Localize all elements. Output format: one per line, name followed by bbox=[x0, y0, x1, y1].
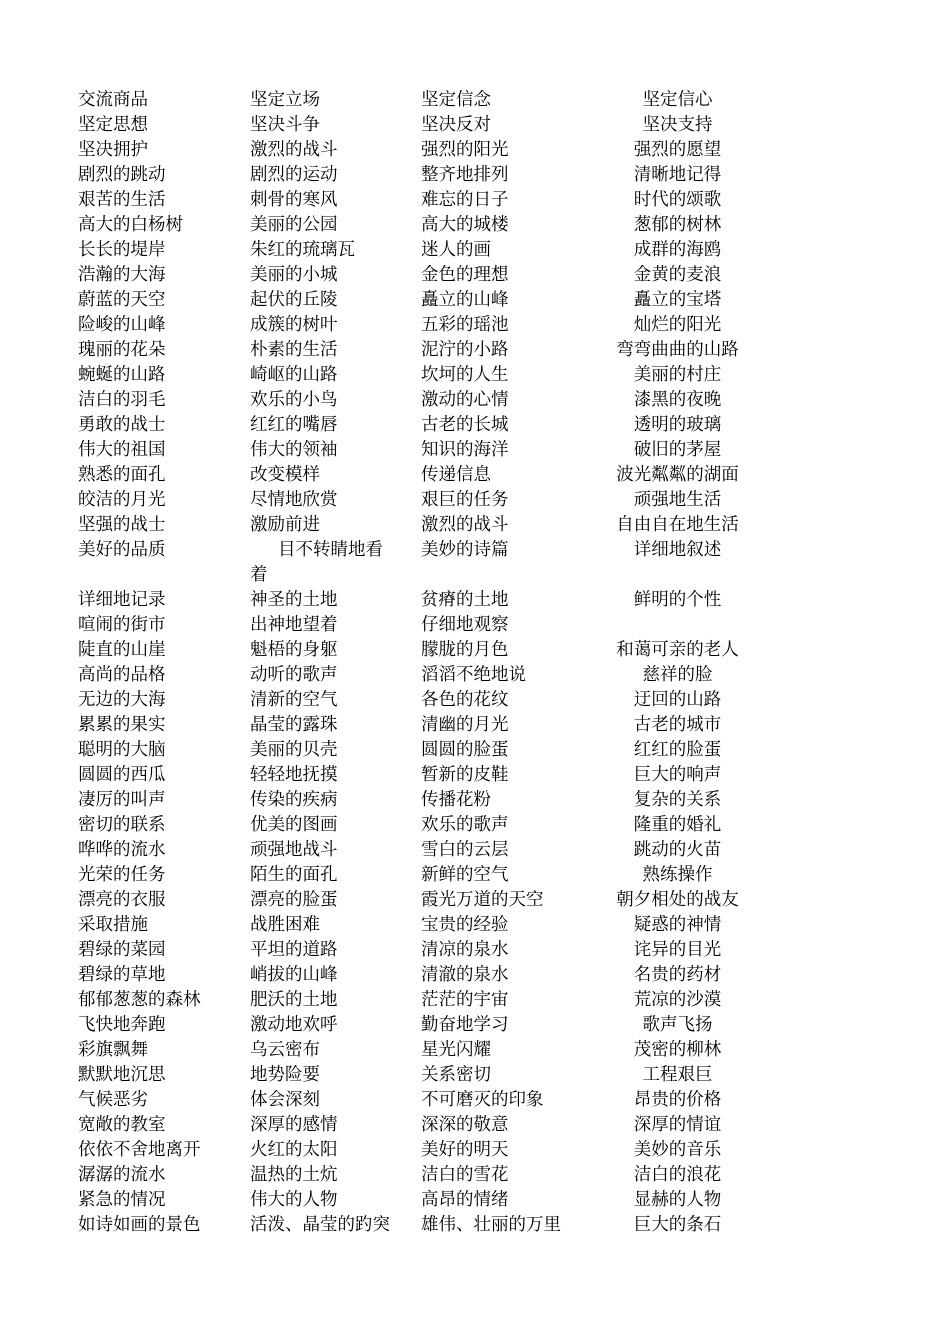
word-cell: 泥泞的小路 bbox=[421, 340, 509, 360]
word-cell: 熟练操作 bbox=[642, 865, 713, 885]
word-cell: 星光闪耀 bbox=[421, 1040, 491, 1060]
word-cell: 陡直的山崖 bbox=[78, 640, 166, 660]
table-row bbox=[78, 713, 758, 738]
word-cell: 灿烂的阳光 bbox=[633, 315, 722, 335]
word-cell: 剧烈的运动 bbox=[250, 165, 338, 185]
word-cell: 哗哗的流水 bbox=[78, 840, 166, 860]
word-cell: 漂亮的衣服 bbox=[78, 890, 166, 910]
word-cell: 详细地叙述 bbox=[633, 540, 722, 560]
word-cell: 气候恶劣 bbox=[78, 1090, 148, 1110]
word-cell: 碧绿的草地 bbox=[78, 965, 166, 985]
word-cell: 鲜明的个性 bbox=[633, 590, 722, 610]
table-row bbox=[78, 588, 758, 613]
table-row bbox=[78, 1213, 758, 1238]
table-row bbox=[78, 513, 758, 538]
word-cell: 美好的品质 bbox=[78, 540, 166, 560]
word-cell: 晶莹的露珠 bbox=[250, 715, 338, 735]
word-cell: 如诗如画的景色 bbox=[78, 1215, 201, 1235]
word-cell: 弯弯曲曲的山路 bbox=[616, 340, 739, 360]
word-cell: 成群的海鸥 bbox=[633, 240, 722, 260]
word-cell: 无边的大海 bbox=[78, 690, 166, 710]
word-cell: 默默地沉思 bbox=[78, 1065, 166, 1085]
word-cell: 陌生的面孔 bbox=[250, 865, 338, 885]
word-cell bbox=[597, 613, 758, 638]
table-row bbox=[78, 813, 758, 838]
word-cell: 凄厉的叫声 bbox=[78, 790, 166, 810]
word-cell: 峭拔的山峰 bbox=[250, 965, 338, 985]
word-cell: 剧烈的跳动 bbox=[78, 165, 166, 185]
word-cell: 朴素的生活 bbox=[250, 340, 338, 360]
table-row bbox=[78, 238, 758, 263]
word-cell: 激动地欢呼 bbox=[250, 1015, 338, 1035]
word-cell: 名贵的药材 bbox=[633, 965, 722, 985]
word-cell: 歌声飞扬 bbox=[642, 1015, 713, 1035]
word-cell: 战胜困难 bbox=[250, 915, 320, 935]
word-cell: 矗立的山峰 bbox=[421, 290, 509, 310]
word-cell: 优美的图画 bbox=[250, 815, 338, 835]
word-cell: 仔细地观察 bbox=[421, 615, 509, 635]
table-row bbox=[78, 1163, 758, 1188]
word-cell: 美妙的音乐 bbox=[633, 1140, 722, 1160]
table-row bbox=[78, 613, 758, 638]
word-cell: 透明的玻璃 bbox=[633, 415, 722, 435]
word-cell: 漆黑的夜晚 bbox=[633, 390, 722, 410]
word-cell: 传播花粉 bbox=[421, 790, 491, 810]
word-cell: 平坦的道路 bbox=[250, 940, 338, 960]
word-cell: 火红的太阳 bbox=[250, 1140, 338, 1160]
word-cell: 古老的长城 bbox=[421, 415, 509, 435]
word-cell: 坚决斗争 bbox=[250, 115, 320, 135]
word-cell: 波光粼粼的湖面 bbox=[616, 465, 739, 485]
word-cell: 坚决反对 bbox=[421, 115, 491, 135]
word-cell: 神圣的土地 bbox=[250, 590, 338, 610]
word-cell: 慈祥的脸 bbox=[642, 665, 713, 685]
table-row bbox=[78, 788, 758, 813]
word-cell: 破旧的茅屋 bbox=[633, 440, 722, 460]
word-cell: 紧急的情况 bbox=[78, 1190, 166, 1210]
word-cell: 金黄的麦浪 bbox=[633, 265, 722, 285]
table-row bbox=[78, 388, 758, 413]
table-row bbox=[78, 838, 758, 863]
table-row bbox=[78, 638, 758, 663]
table-row bbox=[78, 1063, 758, 1088]
table-row bbox=[78, 1188, 758, 1213]
word-cell: 复杂的关系 bbox=[633, 790, 722, 810]
word-cell: 出神地望着 bbox=[250, 615, 338, 635]
word-cell: 美妙的诗篇 bbox=[421, 540, 509, 560]
word-cell: 美好的明天 bbox=[421, 1140, 509, 1160]
word-cell: 和蔼可亲的老人 bbox=[616, 640, 739, 660]
word-cell: 坚决支持 bbox=[642, 115, 713, 135]
word-cell: 茫茫的宇宙 bbox=[421, 990, 509, 1010]
word-cell: 跳动的火苗 bbox=[633, 840, 722, 860]
word-cell: 伟大的领袖 bbox=[250, 440, 338, 460]
table-row bbox=[78, 888, 758, 913]
word-cell: 艰苦的生活 bbox=[78, 190, 166, 210]
word-cell: 圆圆的西瓜 bbox=[78, 765, 166, 785]
word-cell: 激烈的战斗 bbox=[250, 140, 338, 160]
word-list-table bbox=[78, 88, 758, 1238]
word-cell: 洁白的浪花 bbox=[633, 1165, 722, 1185]
word-cell: 清新的空气 bbox=[250, 690, 338, 710]
word-cell: 显赫的人物 bbox=[633, 1190, 722, 1210]
word-cell: 郁郁葱葱的森林 bbox=[78, 990, 201, 1010]
word-cell: 坚强的战士 bbox=[78, 515, 166, 535]
table-row bbox=[78, 313, 758, 338]
word-cell: 深厚的情谊 bbox=[633, 1115, 722, 1135]
word-cell: 聪明的大脑 bbox=[78, 740, 166, 760]
word-cell: 时代的颂歌 bbox=[633, 190, 722, 210]
word-cell: 刺骨的寒风 bbox=[250, 190, 338, 210]
word-cell: 美丽的村庄 bbox=[633, 365, 722, 385]
word-cell: 详细地记录 bbox=[78, 590, 166, 610]
word-cell: 蜿蜒的山路 bbox=[78, 365, 166, 385]
word-cell: 坚定思想 bbox=[78, 115, 148, 135]
word-cell: 崎岖的山路 bbox=[250, 365, 338, 385]
word-cell: 瑰丽的花朵 bbox=[78, 340, 166, 360]
word-cell: 险峻的山峰 bbox=[78, 315, 166, 335]
word-cell: 坚定立场 bbox=[250, 90, 320, 110]
word-cell: 关系密切 bbox=[421, 1065, 491, 1085]
word-cell: 宽敞的教室 bbox=[78, 1115, 166, 1135]
word-cell: 昂贵的价格 bbox=[633, 1090, 722, 1110]
word-cell: 矗立的宝塔 bbox=[633, 290, 722, 310]
word-cell: 激动的心情 bbox=[421, 390, 509, 410]
word-cell: 累累的果实 bbox=[78, 715, 166, 735]
word-cell: 采取措施 bbox=[78, 915, 148, 935]
word-cell: 魁梧的身躯 bbox=[250, 640, 338, 660]
word-cell: 美丽的贝壳 bbox=[250, 740, 338, 760]
word-cell: 强烈的阳光 bbox=[421, 140, 509, 160]
word-cell: 知识的海洋 bbox=[421, 440, 509, 460]
word-cell: 艰巨的任务 bbox=[421, 490, 509, 510]
table-row bbox=[78, 288, 758, 313]
word-cell: 霞光万道的天空 bbox=[421, 890, 544, 910]
word-cell: 勤奋地学习 bbox=[421, 1015, 509, 1035]
word-cell: 茂密的柳林 bbox=[633, 1040, 722, 1060]
table-row bbox=[78, 163, 758, 188]
table-row bbox=[78, 188, 758, 213]
word-cell: 浩瀚的大海 bbox=[78, 265, 166, 285]
table-row bbox=[78, 338, 758, 363]
word-cell: 雪白的云层 bbox=[421, 840, 509, 860]
word-cell: 交流商品 bbox=[78, 90, 148, 110]
word-cell: 高尚的品格 bbox=[78, 665, 166, 685]
word-cell: 漂亮的脸蛋 bbox=[250, 890, 338, 910]
word-cell: 轻轻地抚摸 bbox=[250, 765, 338, 785]
table-row bbox=[78, 413, 758, 438]
table-row bbox=[78, 913, 758, 938]
word-cell: 起伏的丘陵 bbox=[250, 290, 338, 310]
table-row bbox=[78, 488, 758, 513]
word-cell: 清幽的月光 bbox=[421, 715, 509, 735]
word-cell: 各色的花纹 bbox=[421, 690, 509, 710]
word-cell: 激励前进 bbox=[250, 515, 320, 535]
word-cell: 尽情地欣赏 bbox=[250, 490, 338, 510]
word-cell: 喧闹的街市 bbox=[78, 615, 166, 635]
word-cell: 坚决拥护 bbox=[78, 140, 148, 160]
table-row bbox=[78, 963, 758, 988]
word-cell: 清澈的泉水 bbox=[421, 965, 509, 985]
word-cell: 朝夕相处的战友 bbox=[616, 890, 739, 910]
table-row bbox=[78, 438, 758, 463]
word-cell: 朱红的琉璃瓦 bbox=[250, 240, 355, 260]
word-cell: 成簇的树叶 bbox=[250, 315, 338, 335]
word-cell: 传递信息 bbox=[421, 465, 491, 485]
word-cell-text: 目不转睛地看着 bbox=[250, 540, 383, 585]
table-row bbox=[78, 738, 758, 763]
word-cell: 高昂的情绪 bbox=[421, 1190, 509, 1210]
table-row bbox=[78, 213, 758, 238]
table-row bbox=[78, 538, 758, 588]
word-cell: 密切的联系 bbox=[78, 815, 166, 835]
table-row bbox=[78, 763, 758, 788]
word-cell: 长长的堤岸 bbox=[78, 240, 166, 260]
table-row bbox=[78, 863, 758, 888]
word-cell: 激烈的战斗 bbox=[421, 515, 509, 535]
word-cell bbox=[250, 538, 421, 588]
word-cell: 清晰地记得 bbox=[633, 165, 722, 185]
word-cell: 坎坷的人生 bbox=[421, 365, 509, 385]
table-row bbox=[78, 938, 758, 963]
table-row bbox=[78, 663, 758, 688]
table-row bbox=[78, 1088, 758, 1113]
word-cell: 朦胧的月色 bbox=[421, 640, 509, 660]
word-cell: 体会深刻 bbox=[250, 1090, 320, 1110]
word-cell: 新鲜的空气 bbox=[421, 865, 509, 885]
word-cell: 迂回的山路 bbox=[633, 690, 722, 710]
table-row bbox=[78, 88, 758, 113]
word-cell: 自由自在地生活 bbox=[616, 515, 739, 535]
word-cell: 宝贵的经验 bbox=[421, 915, 509, 935]
word-cell: 洁白的雪花 bbox=[421, 1165, 509, 1185]
word-cell: 伟大的祖国 bbox=[78, 440, 166, 460]
word-cell: 巨大的条石 bbox=[633, 1215, 722, 1235]
word-list-body bbox=[78, 88, 758, 1238]
table-row bbox=[78, 1113, 758, 1138]
word-cell: 贫瘠的土地 bbox=[421, 590, 509, 610]
word-cell: 诧异的目光 bbox=[633, 940, 722, 960]
word-cell: 欢乐的小鸟 bbox=[250, 390, 338, 410]
word-cell: 顽强地战斗 bbox=[250, 840, 338, 860]
word-cell: 美丽的小城 bbox=[250, 265, 338, 285]
word-cell: 荒凉的沙漠 bbox=[633, 990, 722, 1010]
word-cell: 古老的城市 bbox=[633, 715, 722, 735]
word-cell: 温热的土炕 bbox=[250, 1165, 338, 1185]
word-cell: 隆重的婚礼 bbox=[633, 815, 722, 835]
word-cell: 欢乐的歌声 bbox=[421, 815, 509, 835]
table-row bbox=[78, 1038, 758, 1063]
word-cell: 改变模样 bbox=[250, 465, 320, 485]
word-cell: 迷人的画 bbox=[421, 240, 491, 260]
table-row bbox=[78, 113, 758, 138]
word-cell: 活泼、晶莹的趵突 bbox=[250, 1215, 390, 1235]
table-row bbox=[78, 1013, 758, 1038]
word-cell: 金色的理想 bbox=[421, 265, 509, 285]
word-cell: 疑惑的神情 bbox=[633, 915, 722, 935]
word-cell: 滔滔不绝地说 bbox=[421, 665, 526, 685]
word-cell: 乌云密布 bbox=[250, 1040, 320, 1060]
word-cell: 工程艰巨 bbox=[642, 1065, 713, 1085]
word-cell: 蔚蓝的天空 bbox=[78, 290, 166, 310]
word-cell: 高大的白杨树 bbox=[78, 215, 183, 235]
word-cell: 伟大的人物 bbox=[250, 1190, 338, 1210]
table-row bbox=[78, 138, 758, 163]
word-cell: 洁白的羽毛 bbox=[78, 390, 166, 410]
word-cell: 高大的城楼 bbox=[421, 215, 509, 235]
word-cell: 坚定信心 bbox=[642, 90, 713, 110]
word-cell: 美丽的公园 bbox=[250, 215, 338, 235]
word-cell: 红红的嘴唇 bbox=[250, 415, 338, 435]
word-cell: 暂新的皮鞋 bbox=[421, 765, 509, 785]
word-cell: 不可磨灭的印象 bbox=[421, 1090, 544, 1110]
word-cell: 动听的歌声 bbox=[250, 665, 338, 685]
word-cell: 熟悉的面孔 bbox=[78, 465, 166, 485]
word-cell: 肥沃的土地 bbox=[250, 990, 338, 1010]
word-cell: 地势险要 bbox=[250, 1065, 320, 1085]
word-cell: 顽强地生活 bbox=[633, 490, 722, 510]
word-cell: 坚定信念 bbox=[421, 90, 491, 110]
word-cell: 传染的疾病 bbox=[250, 790, 338, 810]
table-row bbox=[78, 463, 758, 488]
word-cell: 光荣的任务 bbox=[78, 865, 166, 885]
word-cell: 依依不舍地离开 bbox=[78, 1140, 201, 1160]
word-cell: 深厚的感情 bbox=[250, 1115, 338, 1135]
table-row bbox=[78, 988, 758, 1013]
word-cell: 五彩的瑶池 bbox=[421, 315, 509, 335]
word-cell: 强烈的愿望 bbox=[633, 140, 722, 160]
word-cell: 皎洁的月光 bbox=[78, 490, 166, 510]
word-cell: 圆圆的脸蛋 bbox=[421, 740, 509, 760]
table-row bbox=[78, 688, 758, 713]
word-cell: 飞快地奔跑 bbox=[78, 1015, 166, 1035]
word-cell: 红红的脸蛋 bbox=[633, 740, 722, 760]
word-cell: 清凉的泉水 bbox=[421, 940, 509, 960]
word-cell: 巨大的响声 bbox=[633, 765, 722, 785]
word-cell: 彩旗飘舞 bbox=[78, 1040, 148, 1060]
word-cell: 整齐地排列 bbox=[421, 165, 509, 185]
table-row bbox=[78, 263, 758, 288]
word-cell: 深深的敬意 bbox=[421, 1115, 509, 1135]
word-cell: 勇敢的战士 bbox=[78, 415, 166, 435]
word-cell: 葱郁的树林 bbox=[633, 215, 722, 235]
word-cell: 雄伟、壮丽的万里 bbox=[421, 1215, 561, 1235]
table-row bbox=[78, 363, 758, 388]
word-cell: 碧绿的菜园 bbox=[78, 940, 166, 960]
word-cell: 难忘的日子 bbox=[421, 190, 509, 210]
word-cell: 潺潺的流水 bbox=[78, 1165, 166, 1185]
table-row bbox=[78, 1138, 758, 1163]
